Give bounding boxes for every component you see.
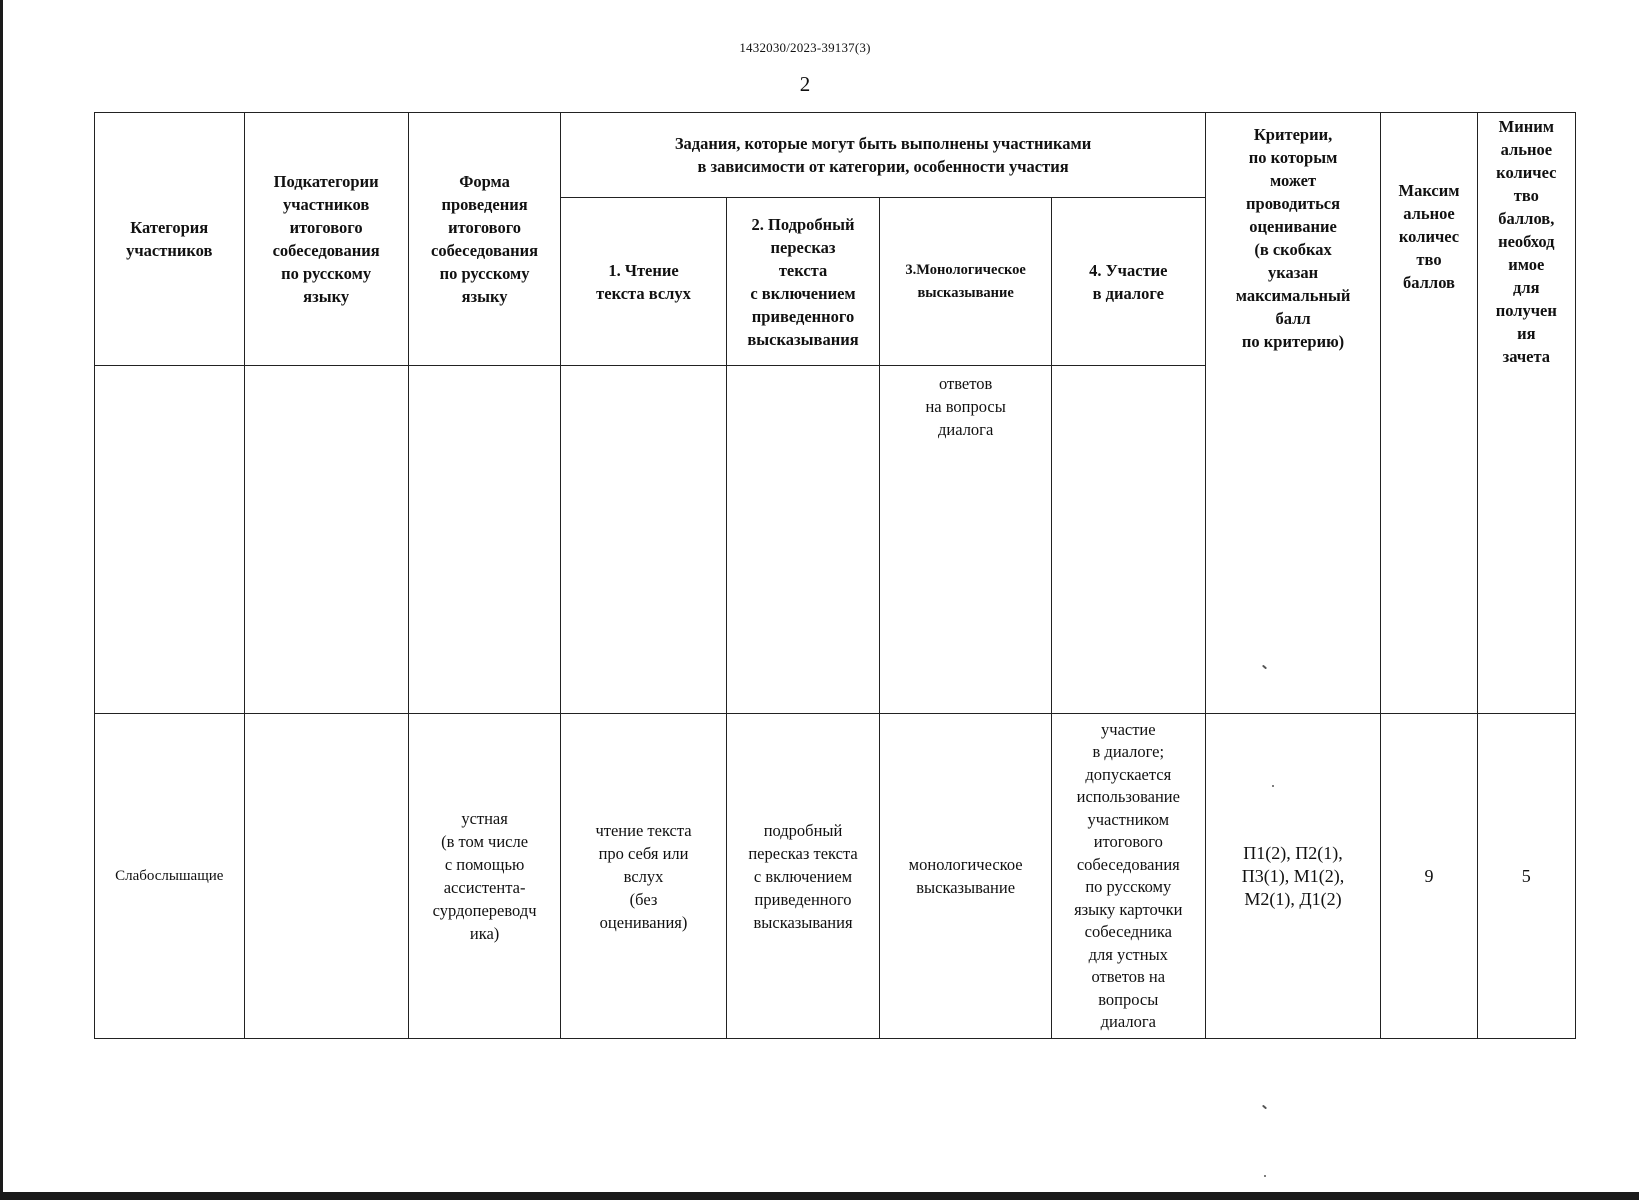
continuation-form [244,366,408,714]
row-min-score: 5 [1477,714,1575,1039]
continuation-task-dialogue: ответов на вопросы диалога [880,366,1052,714]
continuation-task-retelling [561,366,726,714]
row-category: Слабослышащие [95,714,245,1039]
header-task-dialogue: 4. Участие в диалоге [1051,198,1205,366]
assessment-table [94,112,1576,1039]
row-max-score: 9 [1381,714,1477,1039]
header-task-monologue: 3.Монологическое высказывание [880,198,1052,366]
header-form: Форма проведения итогового собеседования по русскому языку [408,113,561,366]
scan-edge-bottom [0,1192,1639,1200]
header-task-reading: 1. Чтение текста вслух [561,198,726,366]
table-row [95,714,1576,1039]
header-category: Категория участников [95,113,245,366]
header-max-score: Максим альное количес тво баллов [1381,113,1477,714]
header-tasks-group: Задания, которые могут быть выполнены участниками в зависимости от категории, особенности участия [561,113,1205,198]
row-task-monologue: монологическое высказывание [880,714,1052,1039]
row-task-dialogue: участие в диалоге; допускается использование участником итогового собеседования по русскому языку карточки собеседника для устных ответов на вопросы диалога [1051,714,1205,1039]
scan-speck [1272,785,1274,787]
page-number: 2 [799,72,811,96]
scan-speck [1262,1105,1267,1110]
header-subcategory: Подкатегории участников итогового собеседования по русскому языку [244,113,408,366]
row-form: устная (в том числе с помощью ассистента- сурдопереводч ика) [408,714,561,1039]
row-task-retelling: подробный пересказ текста с включением приведенного высказывания [726,714,880,1039]
row-task-reading: чтение текста про себя или вслух (без оценивания) [561,714,726,1039]
header-task-retelling: 2. Подробный пересказ текста с включением приведенного высказывания [726,198,880,366]
header-row-1 [95,113,1576,198]
header-min-score: Миним альное количес тво баллов, необход имое для получен ия зачета [1477,113,1575,714]
row-subcategory [244,714,408,1039]
scan-speck [1264,1175,1266,1177]
continuation-subcategory [95,366,245,714]
header-criteria: Критерии, по которым может проводиться оценивание (в скобках указан максимальный балл по критерию) [1205,113,1381,714]
document-id: 1432030/2023-39137(3) [739,40,871,55]
continuation-task-monologue [726,366,880,714]
row-criteria: П1(2), П2(1), П3(1), М1(2), М2(1), Д1(2) [1205,714,1381,1039]
scan-edge-left [0,0,3,1200]
continuation-task-reading [408,366,561,714]
